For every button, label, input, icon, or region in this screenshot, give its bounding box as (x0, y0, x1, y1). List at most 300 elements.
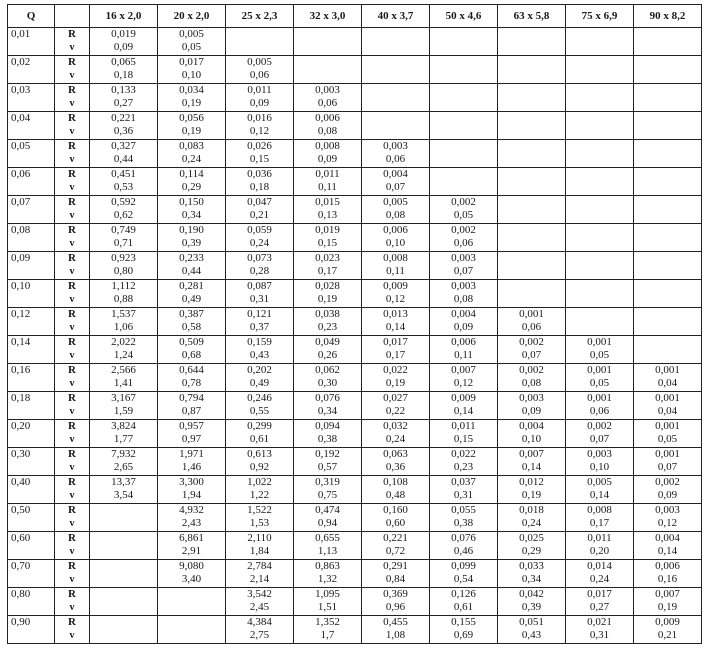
empty-cell (634, 168, 702, 196)
resistance-value: 0,073 (247, 252, 272, 264)
resistance-value: 0,327 (111, 140, 136, 152)
value-cell (362, 168, 430, 196)
velocity-value: 0,09 (453, 321, 474, 333)
resistance-value: 0,794 (179, 392, 204, 404)
empty-cell (498, 168, 566, 196)
empty-cell (634, 28, 702, 56)
resistance-value: 0,455 (383, 616, 408, 628)
resistance-value: 0,042 (519, 588, 544, 600)
empty-cell (430, 28, 498, 56)
velocity-value: 0,09 (113, 41, 134, 53)
velocity-value: 2,65 (113, 461, 134, 473)
resistance-value: 0,087 (247, 280, 272, 292)
velocity-value: 0,07 (657, 461, 678, 473)
velocity-value: 0,71 (113, 237, 134, 249)
rv-label-cell (55, 112, 90, 140)
resistance-value: 0,003 (315, 84, 340, 96)
table-body (8, 28, 702, 644)
empty-cell (498, 280, 566, 308)
value-cell (294, 84, 362, 112)
resistance-value: 0,017 (587, 588, 612, 600)
velocity-value: 0,27 (113, 97, 134, 109)
resistance-value: 0,863 (315, 560, 340, 572)
empty-cell (498, 252, 566, 280)
value-cell (430, 616, 498, 644)
value-cell (226, 448, 294, 476)
resistance-value: 0,644 (179, 364, 204, 376)
resistance-value: 0,083 (179, 140, 204, 152)
resistance-value: 0,049 (315, 336, 340, 348)
velocity-value: 0,26 (317, 349, 338, 361)
r-label: R (68, 112, 76, 124)
value-cell (226, 84, 294, 112)
table-row (8, 476, 702, 504)
velocity-value: 0,80 (113, 265, 134, 277)
r-label: R (68, 476, 76, 488)
velocity-value: 0,44 (113, 153, 134, 165)
resistance-value: 0,006 (451, 336, 476, 348)
value-cell (294, 392, 362, 420)
table-row (8, 532, 702, 560)
empty-cell (498, 224, 566, 252)
value-cell (498, 420, 566, 448)
velocity-value: 0,06 (385, 153, 406, 165)
empty-cell (566, 28, 634, 56)
resistance-value: 2,566 (111, 364, 136, 376)
v-label: v (69, 518, 75, 529)
resistance-value: 0,026 (247, 140, 272, 152)
r-label: R (68, 56, 76, 68)
resistance-value: 0,004 (383, 168, 408, 180)
pipe-size-header: 63 x 5,8 (498, 5, 566, 28)
resistance-value: 0,003 (519, 392, 544, 404)
resistance-value: 0,655 (315, 532, 340, 544)
value-cell (226, 112, 294, 140)
value-cell (362, 616, 430, 644)
resistance-value: 0,005 (383, 196, 408, 208)
empty-cell (430, 84, 498, 112)
value-cell (226, 280, 294, 308)
resistance-value: 0,221 (111, 112, 136, 124)
velocity-value: 0,38 (317, 433, 338, 445)
resistance-value: 4,384 (247, 616, 272, 628)
resistance-value: 0,001 (587, 392, 612, 404)
flow-rate-cell: 0,40 (8, 476, 55, 504)
resistance-value: 0,018 (519, 504, 544, 516)
resistance-value: 0,007 (519, 448, 544, 460)
resistance-value: 0,015 (315, 196, 340, 208)
value-cell (498, 616, 566, 644)
velocity-value: 0,14 (385, 321, 406, 333)
velocity-value: 0,68 (181, 349, 202, 361)
value-cell (498, 448, 566, 476)
value-cell (294, 504, 362, 532)
velocity-value: 0,22 (385, 405, 406, 417)
resistance-value: 0,246 (247, 392, 272, 404)
empty-cell (498, 28, 566, 56)
v-label: v (69, 434, 75, 445)
value-cell (294, 112, 362, 140)
resistance-value: 2,784 (247, 560, 272, 572)
flow-rate-cell: 0,06 (8, 168, 55, 196)
velocity-value: 0,88 (113, 293, 134, 305)
resistance-value: 0,076 (451, 532, 476, 544)
resistance-value: 0,047 (247, 196, 272, 208)
velocity-value: 0,31 (589, 629, 610, 641)
empty-cell (566, 252, 634, 280)
velocity-value: 0,18 (113, 69, 134, 81)
velocity-value: 1,94 (181, 489, 202, 501)
empty-cell (566, 224, 634, 252)
value-cell (566, 476, 634, 504)
value-cell (294, 448, 362, 476)
value-cell (90, 84, 158, 112)
table-row (8, 28, 702, 56)
table-row (8, 588, 702, 616)
empty-cell (158, 616, 226, 644)
value-cell (498, 392, 566, 420)
pipe-size-header: 20 x 2,0 (158, 5, 226, 28)
empty-cell (566, 112, 634, 140)
velocity-value: 0,19 (181, 97, 202, 109)
value-cell (226, 588, 294, 616)
resistance-value: 0,008 (315, 140, 340, 152)
rv-label-cell (55, 280, 90, 308)
value-cell (158, 560, 226, 588)
v-label: v (69, 490, 75, 501)
value-cell (566, 448, 634, 476)
value-cell (362, 588, 430, 616)
value-cell (294, 196, 362, 224)
velocity-value: 0,10 (521, 433, 542, 445)
table-row (8, 196, 702, 224)
resistance-value: 0,159 (247, 336, 272, 348)
velocity-value: 2,91 (181, 545, 202, 557)
resistance-value: 0,051 (519, 616, 544, 628)
value-cell (634, 448, 702, 476)
resistance-value: 0,001 (655, 364, 680, 376)
value-cell (294, 532, 362, 560)
value-cell (294, 476, 362, 504)
flow-rate-cell: 0,80 (8, 588, 55, 616)
v-label: v (69, 378, 75, 389)
resistance-value: 3,167 (111, 392, 136, 404)
value-cell (158, 532, 226, 560)
value-cell (226, 308, 294, 336)
value-cell (90, 196, 158, 224)
velocity-value: 0,08 (521, 377, 542, 389)
value-cell (362, 504, 430, 532)
velocity-value: 0,17 (589, 517, 610, 529)
pipe-size-header: 32 x 3,0 (294, 5, 362, 28)
velocity-value: 0,23 (453, 461, 474, 473)
velocity-value: 0,21 (249, 209, 270, 221)
velocity-value: 0,14 (521, 461, 542, 473)
value-cell (362, 448, 430, 476)
empty-cell (634, 336, 702, 364)
resistance-value: 6,861 (179, 532, 204, 544)
rv-label-cell (55, 504, 90, 532)
resistance-value: 0,009 (655, 616, 680, 628)
r-label: R (68, 504, 76, 516)
resistance-value: 0,005 (587, 476, 612, 488)
velocity-value: 0,10 (385, 237, 406, 249)
velocity-value: 0,36 (113, 125, 134, 137)
resistance-value: 0,003 (655, 504, 680, 516)
velocity-value: 0,21 (657, 629, 678, 641)
resistance-value: 0,299 (247, 420, 272, 432)
empty-cell (294, 28, 362, 56)
value-cell (226, 56, 294, 84)
value-cell (90, 280, 158, 308)
value-cell (634, 476, 702, 504)
value-cell (90, 168, 158, 196)
resistance-value: 0,094 (315, 420, 340, 432)
velocity-value: 1,08 (385, 629, 406, 641)
velocity-value: 0,19 (521, 489, 542, 501)
value-cell (362, 308, 430, 336)
velocity-value: 0,11 (386, 265, 405, 277)
resistance-value: 0,509 (179, 336, 204, 348)
value-cell (226, 504, 294, 532)
value-cell (158, 420, 226, 448)
flow-rate-cell: 0,14 (8, 336, 55, 364)
rv-label-cell (55, 84, 90, 112)
empty-cell (90, 560, 158, 588)
empty-cell (498, 196, 566, 224)
value-cell (634, 532, 702, 560)
velocity-value: 0,34 (521, 573, 542, 585)
empty-cell (566, 308, 634, 336)
value-cell (362, 476, 430, 504)
resistance-value: 0,221 (383, 532, 408, 544)
value-cell (430, 448, 498, 476)
value-cell (158, 336, 226, 364)
rv-label-cell (55, 336, 90, 364)
velocity-value: 0,13 (317, 209, 338, 221)
pipe-size-header: 40 x 3,7 (362, 5, 430, 28)
rv-label-cell (55, 476, 90, 504)
table-row (8, 224, 702, 252)
table-row (8, 140, 702, 168)
v-label: v (69, 70, 75, 81)
resistance-value: 0,133 (111, 84, 136, 96)
table-row (8, 560, 702, 588)
empty-cell (566, 280, 634, 308)
empty-cell (226, 28, 294, 56)
resistance-value: 0,038 (315, 308, 340, 320)
empty-cell (634, 308, 702, 336)
r-label: R (68, 616, 76, 628)
resistance-value: 0,002 (451, 224, 476, 236)
value-cell (634, 392, 702, 420)
rv-label-cell (55, 140, 90, 168)
table-row (8, 252, 702, 280)
pipe-size-header: 16 x 2,0 (90, 5, 158, 28)
velocity-value: 0,39 (521, 601, 542, 613)
value-cell (498, 560, 566, 588)
velocity-value: 0,19 (317, 293, 338, 305)
flow-rate-cell: 0,90 (8, 616, 55, 644)
value-cell (430, 280, 498, 308)
velocity-value: 1,32 (317, 573, 338, 585)
v-label: v (69, 154, 75, 165)
value-cell (362, 532, 430, 560)
value-cell (158, 112, 226, 140)
resistance-value: 13,37 (111, 476, 136, 488)
flow-rate-cell: 0,05 (8, 140, 55, 168)
value-cell (90, 392, 158, 420)
rv-label-cell (55, 252, 90, 280)
r-label: R (68, 532, 76, 544)
v-label: v (69, 182, 75, 193)
resistance-value: 0,028 (315, 280, 340, 292)
resistance-value: 0,006 (315, 112, 340, 124)
resistance-value: 0,022 (383, 364, 408, 376)
resistance-value: 0,011 (451, 420, 476, 432)
value-cell (362, 420, 430, 448)
empty-cell (566, 84, 634, 112)
value-cell (158, 224, 226, 252)
empty-cell (498, 112, 566, 140)
velocity-value: 0,49 (181, 293, 202, 305)
value-cell (90, 420, 158, 448)
value-cell (158, 392, 226, 420)
empty-cell (634, 140, 702, 168)
value-cell (498, 532, 566, 560)
resistance-value: 0,023 (315, 252, 340, 264)
r-label: R (68, 28, 76, 40)
velocity-value: 0,23 (317, 321, 338, 333)
resistance-value: 3,300 (179, 476, 204, 488)
velocity-value: 0,97 (181, 433, 202, 445)
value-cell (90, 476, 158, 504)
value-cell (294, 308, 362, 336)
flow-rate-cell: 0,60 (8, 532, 55, 560)
r-label: R (68, 560, 76, 572)
value-cell (362, 560, 430, 588)
pipe-flow-table (7, 4, 702, 644)
velocity-value: 0,96 (385, 601, 406, 613)
resistance-value: 0,121 (247, 308, 272, 320)
velocity-value: 2,43 (181, 517, 202, 529)
velocity-value: 0,29 (521, 545, 542, 557)
value-cell (430, 196, 498, 224)
resistance-value: 0,002 (655, 476, 680, 488)
value-cell (158, 140, 226, 168)
velocity-value: 0,72 (385, 545, 406, 557)
empty-cell (90, 504, 158, 532)
r-label: R (68, 336, 76, 348)
resistance-value: 0,011 (247, 84, 272, 96)
velocity-value: 0,19 (657, 601, 678, 613)
rv-label-cell (55, 532, 90, 560)
v-label: v (69, 546, 75, 557)
velocity-value: 0,55 (249, 405, 270, 417)
velocity-value: 0,31 (249, 293, 270, 305)
resistance-value: 1,022 (247, 476, 272, 488)
r-label: R (68, 280, 76, 292)
v-label: v (69, 126, 75, 137)
value-cell (566, 532, 634, 560)
resistance-value: 0,008 (383, 252, 408, 264)
resistance-value: 0,202 (247, 364, 272, 376)
value-cell (158, 448, 226, 476)
value-cell (566, 392, 634, 420)
resistance-value: 0,034 (179, 84, 204, 96)
rv-column-header (55, 5, 90, 28)
velocity-value: 1,53 (249, 517, 270, 529)
empty-cell (634, 196, 702, 224)
empty-cell (90, 616, 158, 644)
value-cell (226, 532, 294, 560)
resistance-value: 1,352 (315, 616, 340, 628)
resistance-value: 0,451 (111, 168, 136, 180)
resistance-value: 0,001 (587, 336, 612, 348)
table-row (8, 308, 702, 336)
rv-label-cell (55, 224, 90, 252)
flow-rate-cell: 0,10 (8, 280, 55, 308)
velocity-value: 0,19 (181, 125, 202, 137)
flow-rate-cell: 0,70 (8, 560, 55, 588)
empty-cell (634, 252, 702, 280)
v-label: v (69, 350, 75, 361)
q-column-header: Q (8, 5, 55, 28)
resistance-value: 0,014 (587, 560, 612, 572)
flow-rate-cell: 0,18 (8, 392, 55, 420)
velocity-value: 0,09 (657, 489, 678, 501)
value-cell (294, 560, 362, 588)
value-cell (158, 168, 226, 196)
resistance-value: 0,369 (383, 588, 408, 600)
velocity-value: 0,05 (589, 377, 610, 389)
velocity-value: 1,59 (113, 405, 134, 417)
value-cell (498, 504, 566, 532)
pipe-flow-table-wrapper (7, 4, 702, 644)
value-cell (430, 252, 498, 280)
empty-cell (566, 168, 634, 196)
velocity-value: 0,05 (181, 41, 202, 53)
velocity-value: 0,06 (249, 69, 270, 81)
value-cell (362, 392, 430, 420)
r-label: R (68, 392, 76, 404)
value-cell (430, 588, 498, 616)
resistance-value: 0,019 (111, 28, 136, 40)
flow-rate-cell: 0,12 (8, 308, 55, 336)
velocity-value: 0,92 (249, 461, 270, 473)
value-cell (294, 616, 362, 644)
resistance-value: 0,022 (451, 448, 476, 460)
v-label: v (69, 462, 75, 473)
velocity-value: 0,07 (453, 265, 474, 277)
pipe-size-header: 90 x 8,2 (634, 5, 702, 28)
velocity-value: 0,43 (249, 349, 270, 361)
value-cell (362, 336, 430, 364)
value-cell (90, 364, 158, 392)
value-cell (566, 560, 634, 588)
resistance-value: 0,002 (587, 420, 612, 432)
velocity-value: 0,84 (385, 573, 406, 585)
resistance-value: 0,957 (179, 420, 204, 432)
r-label: R (68, 588, 76, 600)
resistance-value: 0,108 (383, 476, 408, 488)
value-cell (226, 560, 294, 588)
v-label: v (69, 322, 75, 333)
value-cell (226, 420, 294, 448)
resistance-value: 0,059 (247, 224, 272, 236)
value-cell (226, 168, 294, 196)
velocity-value: 0,07 (589, 433, 610, 445)
